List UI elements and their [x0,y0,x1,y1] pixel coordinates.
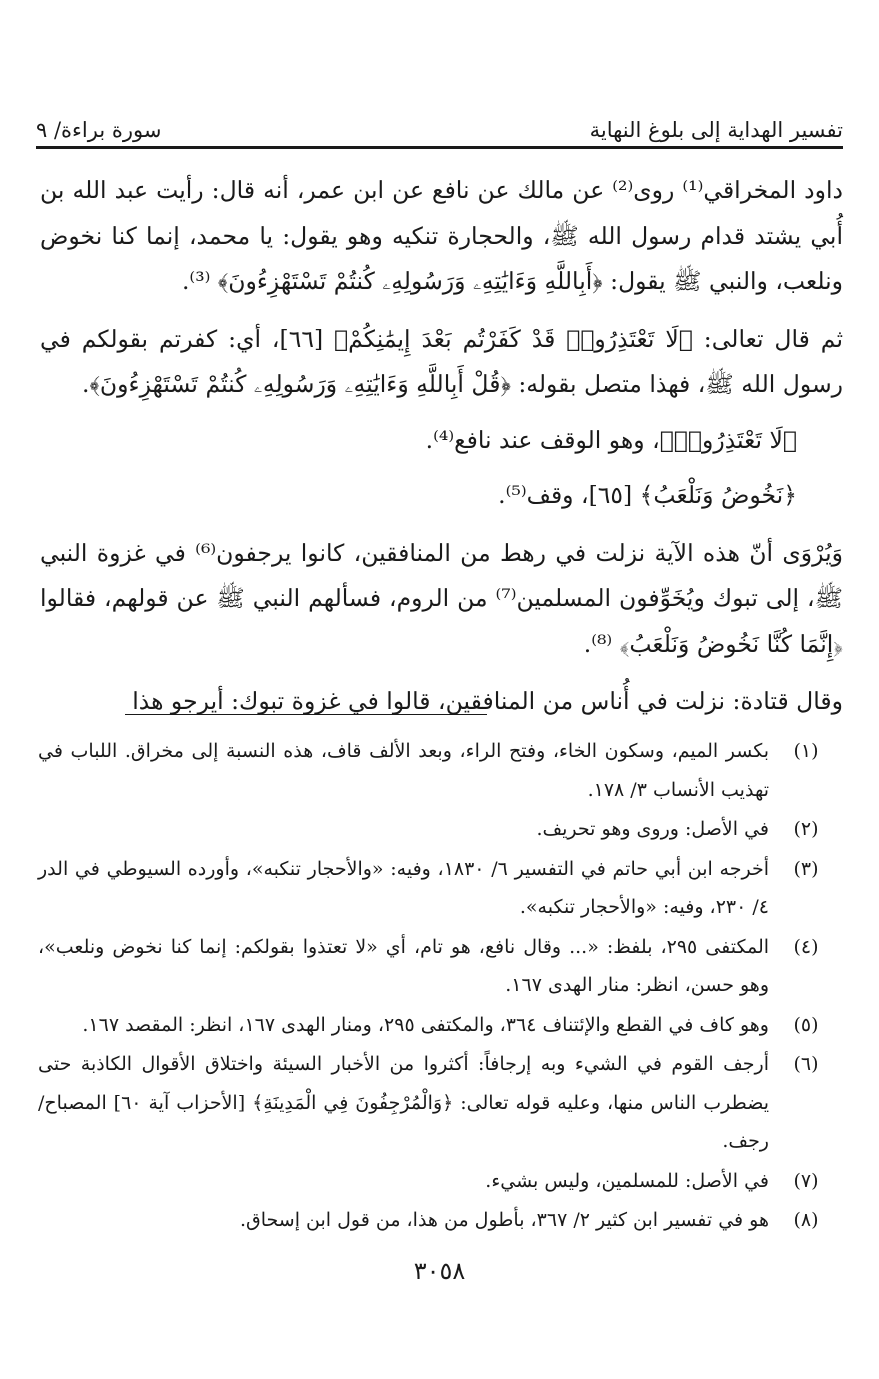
footnote-text: هو في تفسير ابن كثير ٢/ ٣٦٧، بأطول من هذا، من قول ابن إسحاق. [239,1209,769,1231]
footnote [38,1045,843,1161]
footnote-number: (٧) [793,1169,819,1192]
footnote-number: (٦) [793,1053,819,1075]
paragraph: داود المخراقي⁽¹⁾ روى⁽²⁾ عن مالك عن نافع عن ابن عمر، أنه قال: رأيت عبد الله بن أُبي يشتد قدام رسول الله ﷺ، والحجارة تنكيه وهو يقول: يا محمد، إنما كنا نخوض ونلعب، والنبي ﷺ يقول: ﴿أَبِاللَّهِ وَءَايَٰتِهِۦ وَرَسُولِهِۦ كُنتُمْ تَسْتَهْزِءُونَ﴾ ⁽³⁾. [40,176,843,295]
footnote [38,1201,843,1240]
footnote-text: أرجف القوم في الشيء وبه إرجافاً: أكثروا من الأخبار السيئة واختلاق الأقوال الكاذبة حتى يضطرب الناس منها، وعليه قوله تعالى: ﴿وَالْمُرْجِفُونَ فِي الْمَدِينَةِ﴾ [الأحزاب آية ٦٠] المصباح/ رجف. [38,1053,769,1152]
footnote-text: بكسر الميم، وسكون الخاء، وفتح الراء، وبعد الألف قاف، هذه النسبة إلى مخراق. اللباب في تهذيب الأنساب ٣/ ١٧٨. [38,740,769,801]
footnote [38,732,843,809]
footnote [38,810,843,849]
footnote-number: (٢) [793,818,819,840]
footnotes [38,732,843,1241]
header-rule [36,146,843,149]
footnote-number: (٨) [793,1209,819,1231]
footnote-text: في الأصل: للمسلمين، وليس بشيء. [485,1169,769,1192]
book-title: تفسير الهداية إلى بلوغ النهاية [589,118,843,142]
main-text [40,168,843,725]
footnote-number: (٤) [793,935,819,958]
footnote-text: المكتفى ٢٩٥، بلفظ: «... وقال نافع، هو تام، أي «لا تعتذوا بقولكم: إنما كنا نخوض ونلعب»، وهو حسن، انظر: منار الهدى ١٦٧. [38,935,770,996]
footnote-text: أخرجه ابن أبي حاتم في التفسير ٦/ ١٨٣٠، وفيه: «والأحجار تنكبه»، وأورده السيوطي في الدر ٤/ ٢٣٠، وفيه: «والأحجار تنكبه». [38,857,769,918]
paragraph: ﴿لَا تَعْتَذِرُوا۟﴾، وهو الوقف عند نافع⁽⁴⁾. [425,425,797,454]
paragraph: وقال قتادة: نزلت في أُناس من المنافقين، قالوا في غزوة تبوك: أيرجو هذا [132,687,843,715]
surah-label: سورة براءة/ ٩ [36,118,162,142]
footnote-text: في الأصل: وروى وهو تحريف. [536,818,769,840]
footnote [38,1162,843,1201]
footnote [38,928,843,1005]
running-header [36,108,843,142]
footnote-number: (٣) [793,857,819,880]
paragraph: ثم قال تعالى: ﴿لَا تَعْتَذِرُوا۟ قَدْ كَفَرْتُم بَعْدَ إِيمَٰنِكُمْ﴾ [٦٦]، أي: كفرتم بقولكم في رسول الله ﷺ، فهذا متصل بقوله: ﴿قُلْ أَبِاللَّهِ وَءَايَٰتِهِۦ وَرَسُولِهِۦ كُنتُمْ تَسْتَهْزِءُونَ﴾. [40,324,843,398]
paragraph: وَيُرْوَى أنّ هذه الآية نزلت في رهط من المنافقين، كانوا يرجفون⁽⁶⁾ في غزوة النبي ﷺ، إلى تبوك ويُخَوِّفون المسلمين⁽⁷⁾ من الروم، فسألهم النبي ﷺ عن قولهم، فقالوا ﴿إِنَّمَا كُنَّا نَخُوضُ وَنَلْعَبُ﴾ ⁽⁸⁾. [40,538,843,658]
footnote-separator [125,714,487,715]
footnote-text: وهو كاف في القطع والإئتناف ٣٦٤، والمكتفى ٢٩٥، ومنار الهدى ١٦٧، انظر: المقصد ١٦٧. [82,1013,769,1036]
paragraph: ﴿نَخُوضُ وَنَلْعَبُ﴾ [٦٥]، وقف⁽⁵⁾. [498,481,797,509]
footnote-number: (١) [793,740,819,762]
page-number: ٣٠٥٨ [413,1257,466,1285]
footnote-number: (٥) [793,1013,819,1036]
footnote [38,1006,843,1045]
footnote [38,850,843,927]
